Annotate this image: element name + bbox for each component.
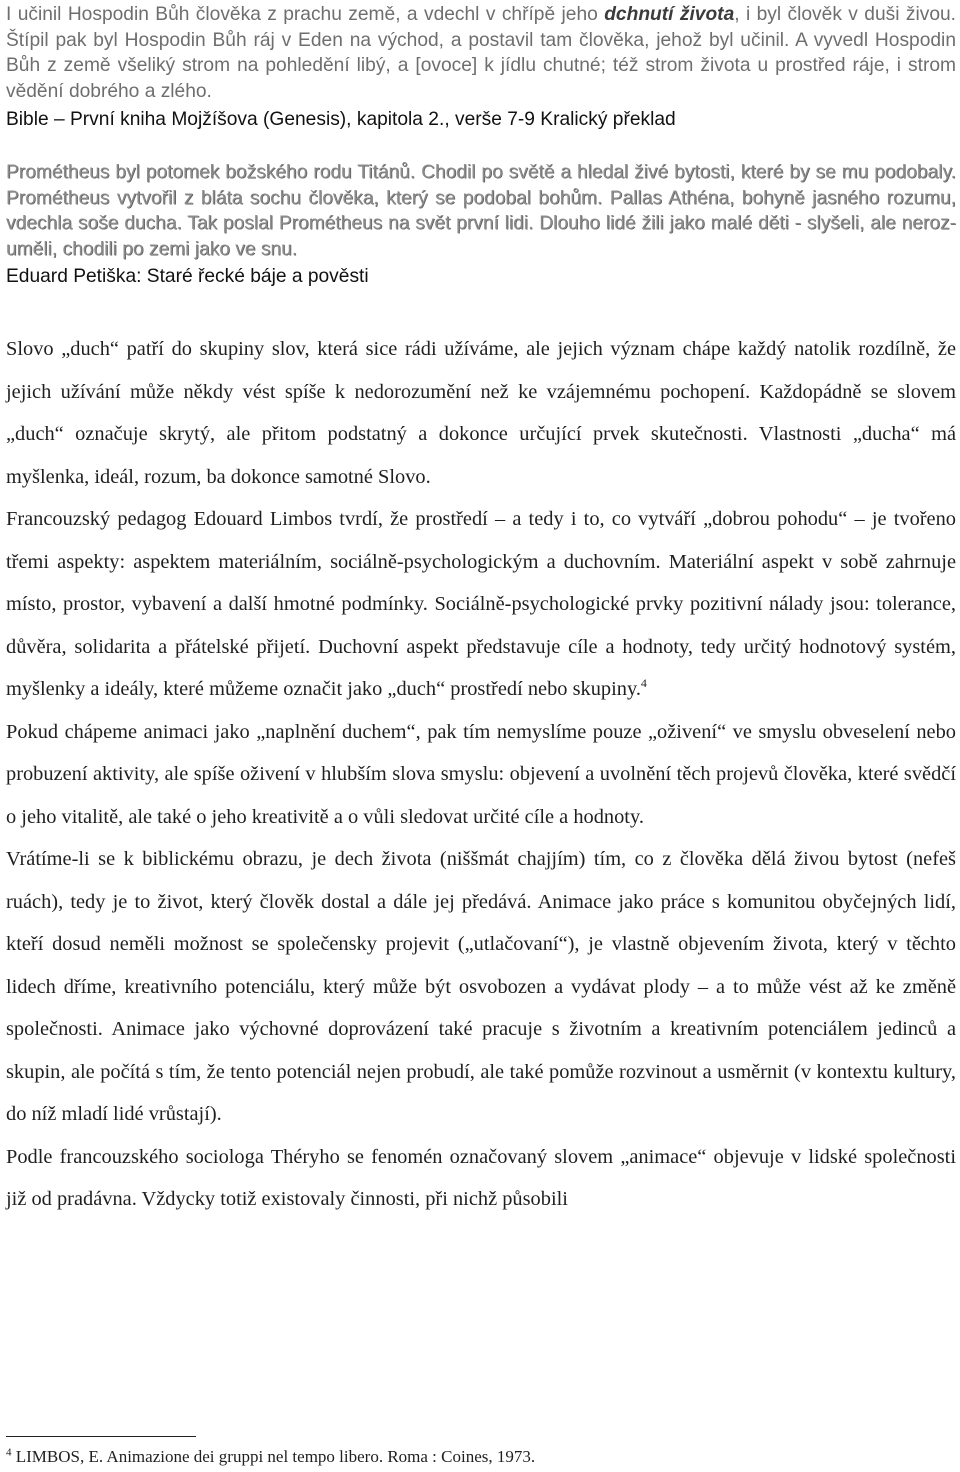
footnote-text: LIMBOS, E. Animazione dei gruppi nel tempo libero. Roma : Coines, 1973. <box>11 1447 536 1466</box>
paragraph-limbos-text: Francouzský pedagog Edouard Limbos tvrdí, že prostředí – a tedy i to, co vytváří „dobrou pohodu“ – je tvořeno třemi aspekty: aspektem materiálním, sociálně-psychologickým a duchovním. Materiální aspekt v sobě zahrnuje místo, prostor, vybavení a další hmotné podmínky. Sociálně-psychologické prvky pozitivní nálady jsou: tolerance, důvěra, solidarita a přátelské přijetí. Duchovní aspekt představuje cíle a hodnoty, tedy určitý hodnotový systém, myšlenky a ideály, které můžeme označit jako „duch“ prostředí nebo skupiny. <box>6 508 956 700</box>
bible-quote-text-start: I učinil Hospodin Bůh člověka z prachu země, a vdechl v chřípě jeho <box>6 4 605 25</box>
footnote-mark: 4 <box>6 1446 12 1459</box>
footnote-divider <box>6 1436 196 1437</box>
bible-quote <box>6 2 956 104</box>
prometheus-quote: Prométheus byl potomek božského rodu Titánů. Chodil po světě a hledal živé bytosti, které by se mu podobaly. Prométheus vytvořil z bláta sochu člověka, který se podobal bohům. Pallas Athéna, bohyně jasného rozumu, vdechla soše ducha. Tak poslal Prométheus na svět první lidi. Dlouho lidé žili jako malé děti - slyšeli, ale neroz-uměli, chodili po zemi jako ve snu. <box>6 162 956 260</box>
paragraph-animation: Pokud chápeme animaci jako „naplnění duchem“, pak tím nemyslíme pouze „oživení“ ve smyslu obveselení nebo probuzení aktivity, ale spíše oživení v hlubším slova smyslu: objevení a uvolnění těch projevů člověka, které svědčí o jeho vitalitě, ale také o jeho kreativitě a o vůli sledovat určité cíle a hodnoty. <box>6 720 956 828</box>
bible-quote-text-end: , i byl člověk v duši živou. Štípil pak byl Hospodin Bůh ráj v Eden na východ, a postavil tam člověka, jehož byl učinil. A vyvedl Hospodin Bůh z země všeliký strom na pohledění libý, a [ovoce] k jídlu chutné; též strom života u prostřed ráje, i strom vědění dobrého a zlého. <box>6 4 956 102</box>
footnote-reference: 4 <box>640 676 647 691</box>
paragraph-limbos <box>6 498 956 711</box>
main-text <box>6 328 956 1221</box>
paragraph-biblical: Vrátíme-li se k biblickému obrazu, je dech života (niššmát chajjím) tím, co z člověka dělá živou bytost (nefeš ruách), tedy je to život, který člověk dostal a dále jej předává. Animace jako práce s komunitou obyčejných lidí, kteří dosud neměli možnost se společensky projevit („utlačovaní“), je vlastně objevením života, který v těchto lidech dříme, kreativního potenciálu, který může být osvobozen a vydávat plody – a to může vést až ke změně společnosti. Animace jako výchovné doprovázení také pracuje s životním a kreativním potenciálem jedinců a skupin, ale počítá s tím, že tento potenciál nejen probudí, ale také pomůže rozvinout a usměrnit (v kontextu kultury, do níž mladí lidé vrůstají). <box>6 848 956 1125</box>
footnote <box>6 1446 956 1468</box>
prometheus-quote-source: Eduard Petiška: Staré řecké báje a pověsti <box>6 266 369 287</box>
bible-quote-emphasis: dchnutí života <box>604 4 735 25</box>
paragraph-thery: Podle francouzského sociologa Théryho se fenomén označovaný slovem „animace“ objevuje v lidské společnosti již od pradávna. Vždycky totiž existovaly činnosti, při nichž působili <box>6 1145 956 1210</box>
bible-quote-source: Bible – První kniha Mojžíšova (Genesis), kapitola 2., verše 7-9 Kralický překlad <box>6 109 676 130</box>
paragraph-spirit: Slovo „duch“ patří do skupiny slov, která sice rádi užíváme, ale jejich význam chápe každý natolik rozdílně, že jejich užívání může někdy vést spíše k nedorozumění než ke vzájemnému pochopení. Každopádně se slovem „duch“ označuje skrytý, ale přitom podstatný a dokonce určující prvek skutečnosti. Vlastnosti „ducha“ má myšlenka, ideál, rozum, ba dokonce samotné Slovo. <box>6 338 956 488</box>
